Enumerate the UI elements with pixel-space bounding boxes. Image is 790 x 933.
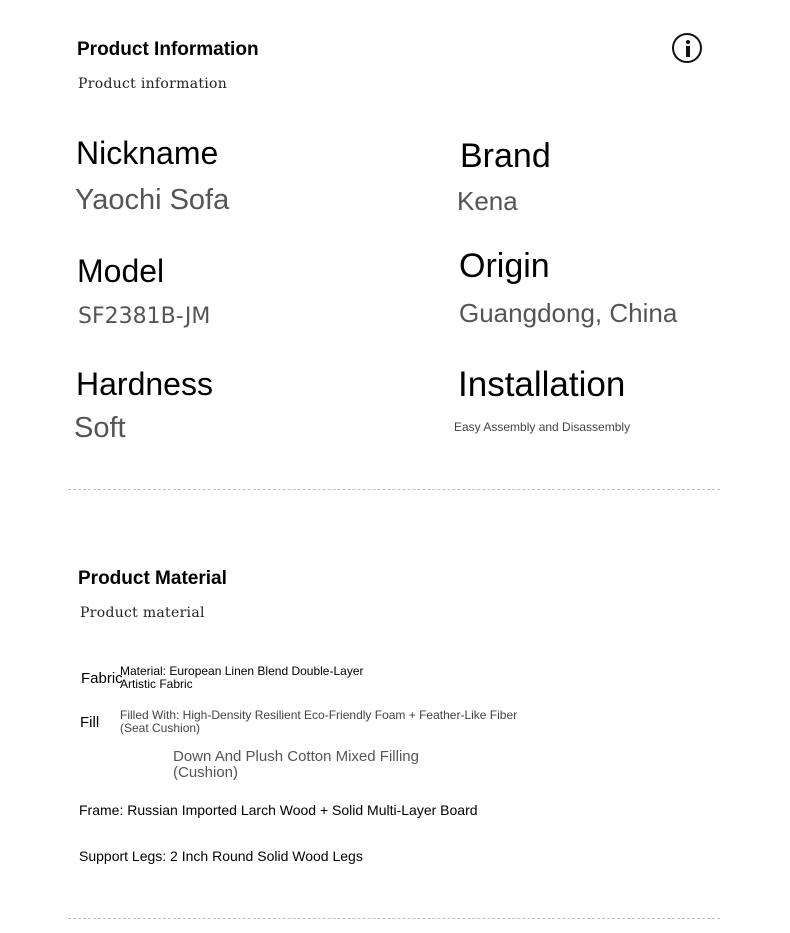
fill-secondary-value: Down And Plush Cotton Mixed Filling (Cushion)	[173, 748, 419, 781]
installation-label: Installation	[458, 365, 626, 404]
section-divider-bottom	[68, 918, 720, 919]
nickname-label: Nickname	[76, 135, 219, 171]
brand-value: Kena	[457, 186, 518, 216]
section-divider	[68, 489, 720, 490]
model-value: SF2381B-JM	[78, 304, 211, 329]
frame-text: Frame: Russian Imported Larch Wood + Solid Multi-Layer Board	[79, 802, 478, 818]
installation-value: Easy Assembly and Disassembly	[454, 420, 631, 434]
info-icon[interactable]	[672, 33, 702, 63]
info-section-subtitle: Product information	[78, 76, 228, 92]
fabric-value: Material: European Linen Blend Double-Layer Artistic Fabric	[120, 664, 364, 691]
origin-label: Origin	[459, 247, 550, 285]
fabric-label: Fabric	[81, 670, 123, 687]
model-label: Model	[77, 253, 165, 289]
material-section-subtitle: Product material	[80, 605, 205, 621]
support-legs-text: Support Legs: 2 Inch Round Solid Wood Legs	[79, 848, 363, 864]
fill-value: Filled With: High-Density Resilient Eco-Friendly Foam + Feather-Like Fiber (Seat Cushion)	[120, 708, 518, 735]
brand-label: Brand	[460, 137, 551, 175]
info-section-title: Product Information	[77, 39, 259, 60]
nickname-value: Yaochi Sofa	[75, 184, 230, 216]
origin-value: Guangdong, China	[459, 298, 678, 328]
hardness-value: Soft	[74, 412, 126, 444]
fill-label: Fill	[80, 714, 100, 731]
hardness-label: Hardness	[76, 366, 213, 402]
material-section-title: Product Material	[78, 568, 227, 589]
